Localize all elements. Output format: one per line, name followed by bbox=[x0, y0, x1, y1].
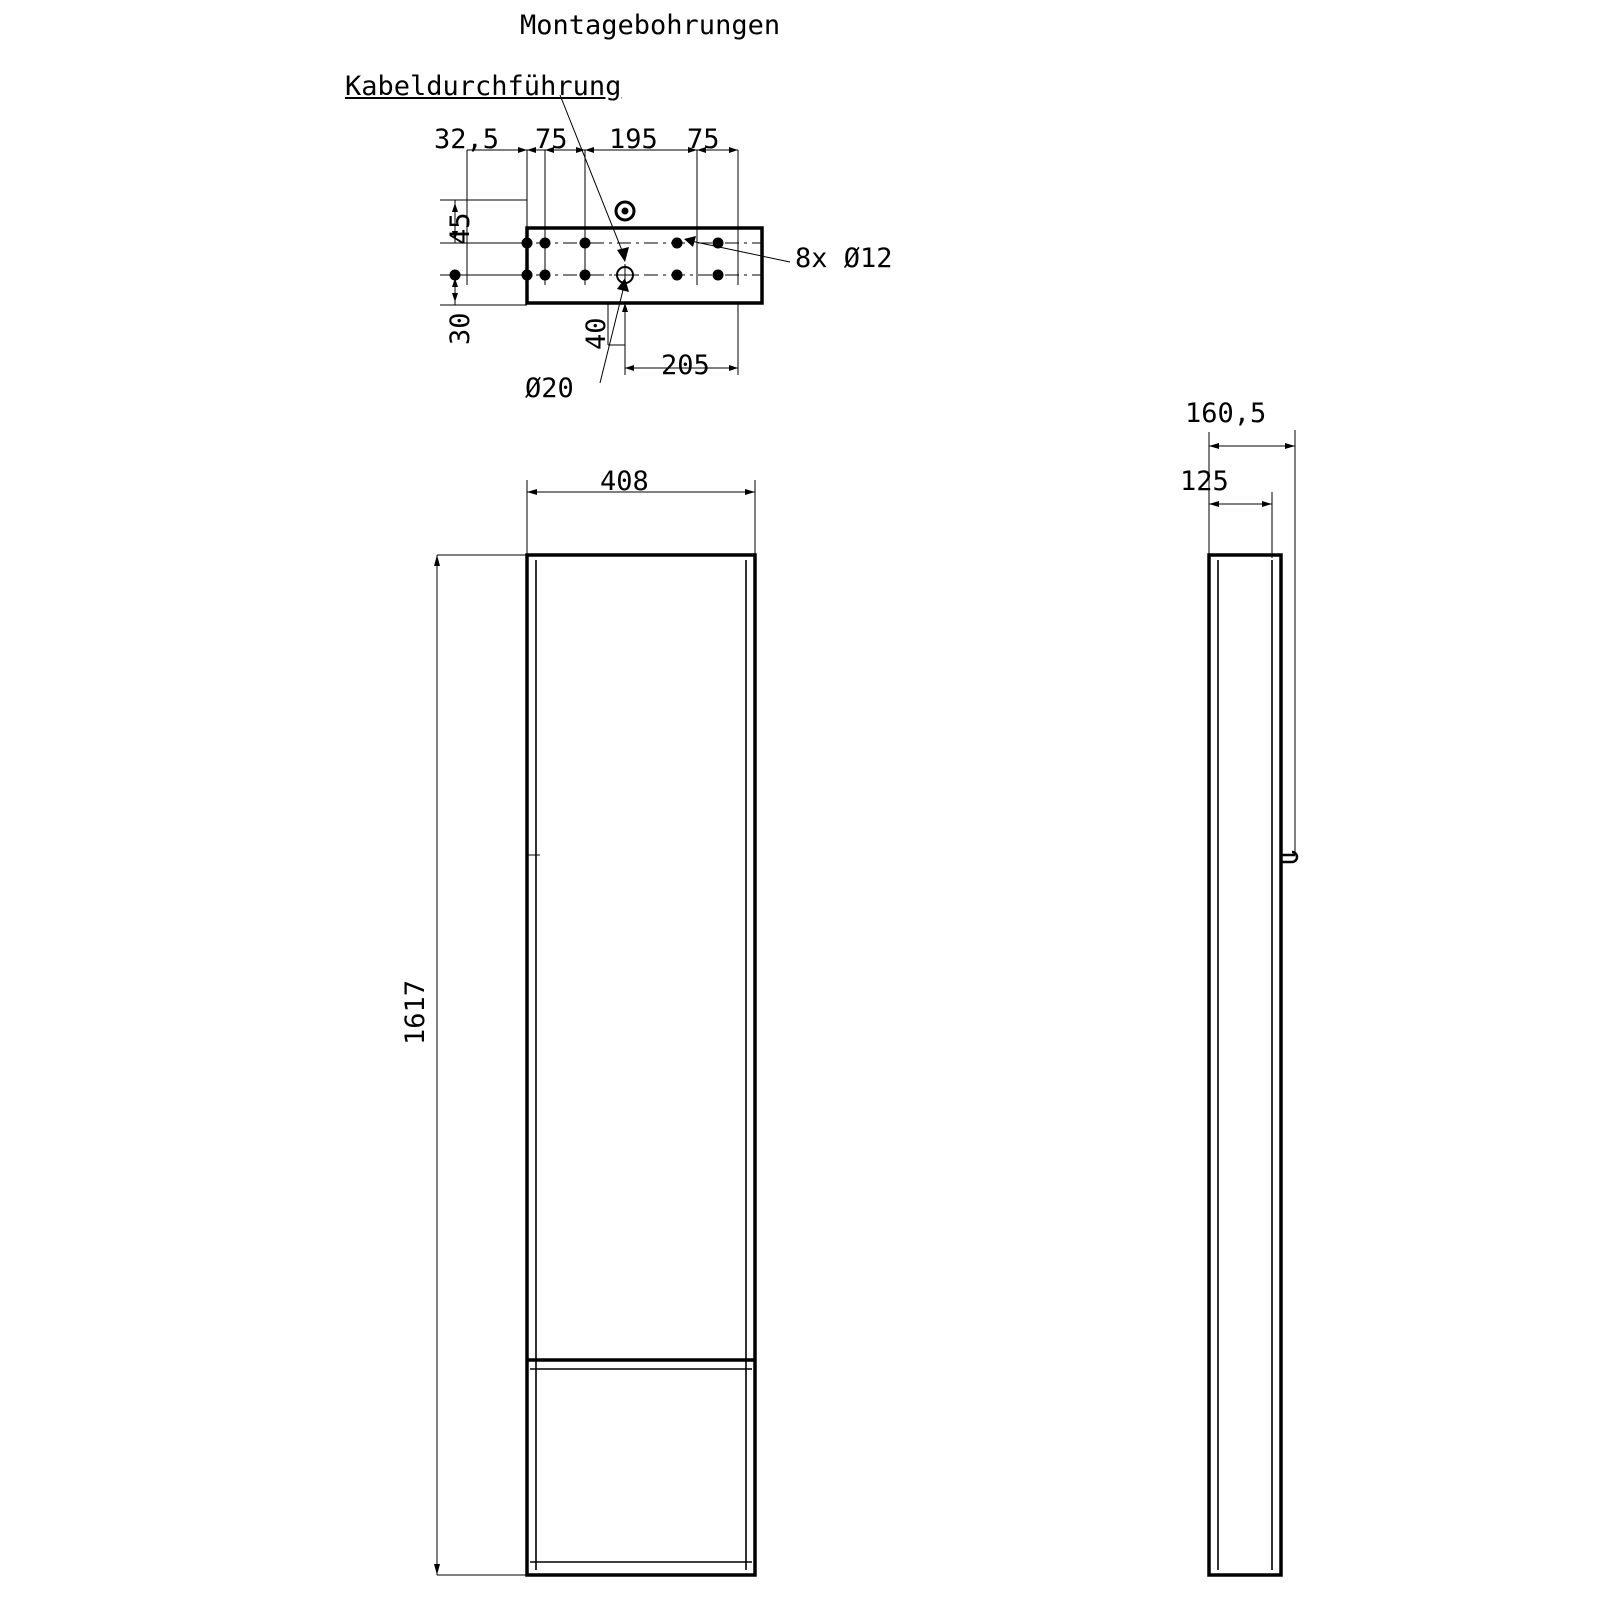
dim-45: 45 bbox=[445, 212, 476, 245]
dim-205: 205 bbox=[661, 350, 710, 381]
dim-195: 195 bbox=[609, 124, 658, 155]
mounting-hole bbox=[450, 238, 724, 281]
dim-75-right: 75 bbox=[687, 124, 720, 155]
front-view-outline bbox=[527, 555, 755, 1575]
dim-408: 408 bbox=[600, 466, 649, 497]
cable-duct-upper bbox=[616, 202, 634, 220]
dim-160-5: 160,5 bbox=[1185, 398, 1267, 429]
dim-1617: 1617 bbox=[400, 979, 431, 1045]
dim-125: 125 bbox=[1180, 466, 1229, 497]
callout-kabeldurchfuehrung: Kabeldurchführung bbox=[345, 71, 622, 102]
dim-75-left: 75 bbox=[535, 124, 568, 155]
callout-8x-d12: 8x Ø12 bbox=[795, 243, 893, 274]
side-view-outline bbox=[1209, 555, 1281, 1575]
dim-30: 30 bbox=[445, 312, 476, 345]
mounting-plate-outline bbox=[527, 228, 762, 303]
callout-d20: Ø20 bbox=[525, 373, 574, 404]
title-montagebohrungen: Montagebohrungen bbox=[520, 10, 781, 41]
dim-40: 40 bbox=[581, 317, 612, 350]
dim-32-5: 32,5 bbox=[434, 124, 500, 155]
